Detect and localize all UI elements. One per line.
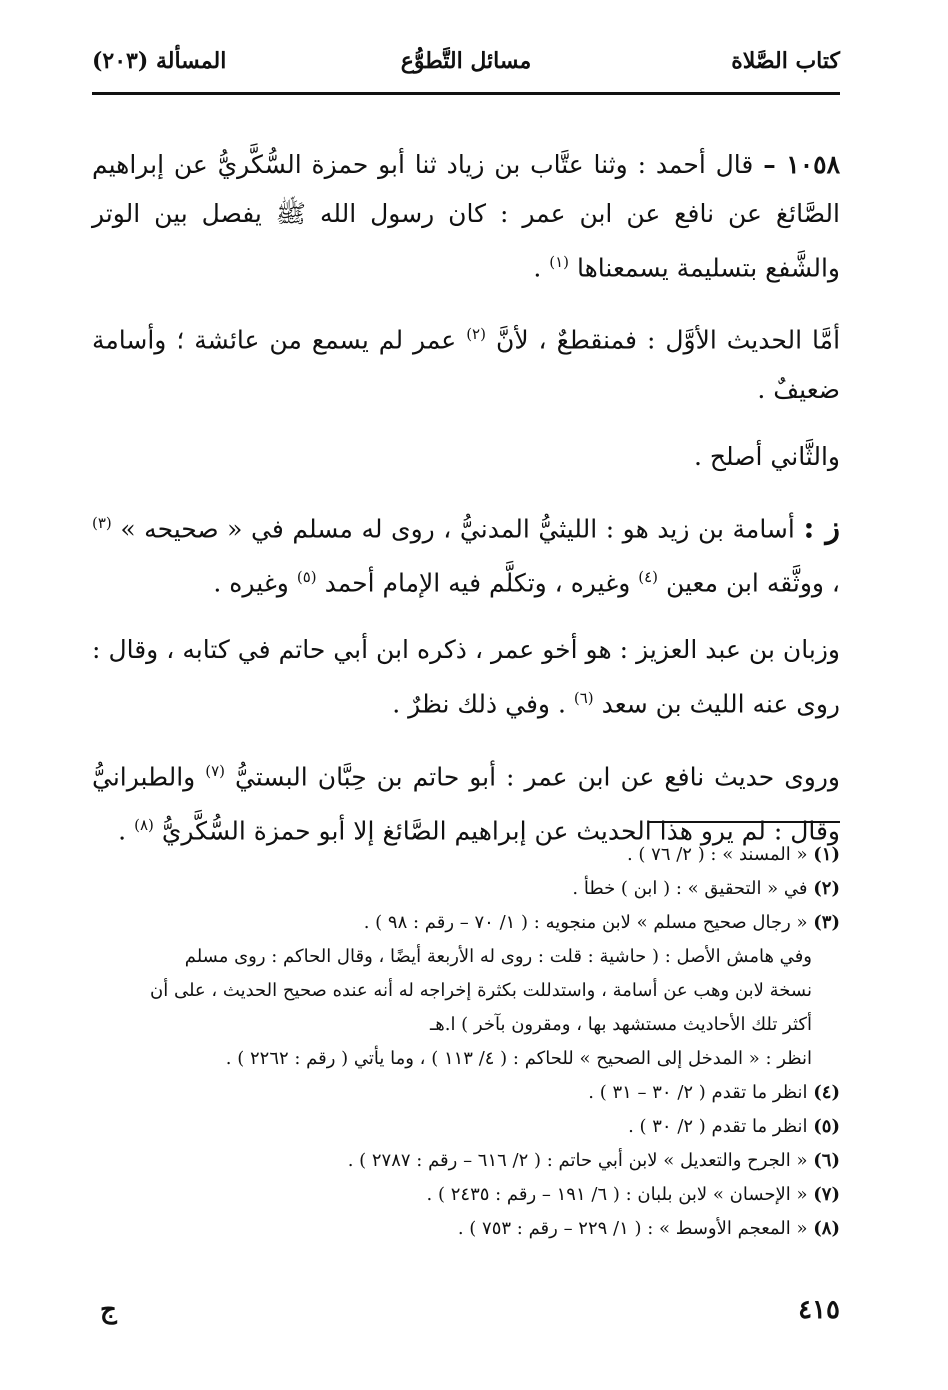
footnote-mark: (٣) (813, 912, 840, 933)
footnote-text: في « التحقيق » : ( ابن ) خطأ . (572, 878, 808, 899)
narrator-text: . وفي ذلك نظرٌ . (392, 689, 566, 719)
hadith-end: . (533, 253, 542, 283)
footnote-mark: (٦) (813, 1150, 840, 1171)
narrator-text: وزبان بن عبد العزيز : هو أخو عمر ، ذكره ابن أبي حاتم في كتابه ، وقال : روى عنه الليث بن سعد (92, 635, 840, 719)
footnote-ref-7: (٧) (205, 761, 225, 780)
footnote-ref-6: (٦) (573, 689, 594, 708)
commentary-text: عمر لم يسمع من عائشة ؛ وأسامة ضعيفٌ . (92, 325, 840, 404)
addition-mark: ز : (803, 509, 840, 545)
takhrij-text: والطبرانيُّ وقال : لم يرو هذا الحديث عن إبراهيم الصَّائغ إلا أبو حمزة السُّكَّريُّ (92, 761, 840, 846)
footnote-3-continuation: أكثر تلك الأحاديث مستشهد بها ، ومقرون بآخر ) ا.هـ (429, 1014, 812, 1035)
footnote-ref-2: (٢) (466, 325, 486, 344)
addition-paragraph (92, 499, 840, 608)
footnote-text: « الإحسان » لابن بلبان : ( ٦/ ١٩١ – رقم : ٢٤٣٥ ) . (426, 1184, 808, 1205)
footnote-ref-1: (١) (549, 253, 570, 271)
hadith-number: ١٠٥٨ – (763, 150, 840, 179)
footnote-8 (92, 1212, 840, 1246)
commentary-paragraph-1 (92, 310, 840, 413)
header-chapter-title: مسائل التَّطوُّع (400, 48, 532, 74)
footnote-mark: (٢) (813, 878, 840, 899)
footnote-mark: (٥) (813, 1116, 840, 1137)
footnote-text: انظر ما تقدم ( ٢/ ٣٠ – ٣١ ) . (588, 1082, 808, 1103)
footnote-7 (92, 1178, 840, 1212)
addition-text: وغيره . (213, 568, 289, 598)
header-issue-number: المسألة (٢٠٣) (92, 48, 227, 74)
footnote-text: « المسند » : ( ٢/ ٧٦ ) . (626, 844, 808, 865)
page-number: ٤١٥ (798, 1295, 840, 1325)
hadith-paragraph (92, 140, 840, 292)
takhrij-text: وروى حديث نافع عن ابن عمر : أبو حاتم بن حِبَّان البستيُّ (234, 761, 840, 791)
footnote-3-continuation: وفي هامش الأصل : ( حاشية : قلت : روى له الأربعة أيضًا ، وقال الحاكم : روى مسلم (184, 946, 812, 967)
footnote-rule (648, 821, 840, 823)
footnote-6 (92, 1144, 840, 1178)
main-text (92, 140, 840, 873)
footnote-3-continuation: انظر : « المدخل إلى الصحيح » للحاكم : ( ٤/ ١١٣ ) ، وما يأتي ( رقم : ٢٢٦٢ ) . (225, 1048, 812, 1069)
header-rule (92, 92, 840, 95)
commentary-text: والثَّاني أصلح . (693, 441, 840, 471)
footnote-1 (92, 838, 840, 872)
footnotes (92, 838, 840, 1246)
footnote-text: « المعجم الأوسط » : ( ١/ ٢٢٩ – رقم : ٧٥٣ ) . (457, 1218, 808, 1239)
takhrij-text: . (118, 816, 127, 846)
narrator-paragraph (92, 625, 840, 728)
footnote-3-continuation: نسخة لابن وهب عن أسامة ، واستدللت بكثرة إخراجه له أنه عنده صحيح الحديث ، على أن (150, 980, 812, 1001)
running-header (92, 40, 840, 82)
footnote-mark: (١) (813, 844, 840, 865)
header-book-title: كتاب الصَّلاة (731, 48, 840, 74)
addition-text: وغيره ، وتكلَّم فيه الإمام أحمد (324, 568, 631, 598)
footnote-2 (92, 872, 840, 906)
footnote-mark: (٨) (813, 1218, 840, 1239)
footnote-ref-4: (٤) (638, 567, 659, 586)
footnote-mark: (٤) (813, 1082, 840, 1103)
hadith-text: قال أحمد : وثنا عتَّاب بن زياد ثنا أبو حمزة السُّكَّريُّ عن إبراهيم الصَّائغ عن نافع عن ابن عمر : كان رسول الله ﷺ يفصل بين الوتر والشَّفع بتسليمة يسمعناها (92, 150, 840, 283)
footnote-text: « رجال صحيح مسلم » لابن منجويه : ( ١/ ٧٠ – رقم : ٩٨ ) . (363, 912, 808, 933)
footnote-ref-5: (٥) (296, 567, 317, 586)
addition-text: ، ووثَّقه ابن معين (665, 568, 840, 598)
footnote-text: انظر ما تقدم ( ٢/ ٣٠ ) . (628, 1116, 808, 1137)
commentary-paragraph-2 (92, 432, 840, 481)
addition-text: أسامة بن زيد هو : الليثيُّ المدنيُّ ، روى له مسلم في « صحيحه » (120, 513, 795, 543)
footnote-ref-3: (٣) (92, 513, 112, 532)
footnote-text: « الجرح والتعديل » لابن أبي حاتم : ( ٢/ ٦١٦ – رقم : ٢٧٨٧ ) . (347, 1150, 808, 1171)
footnote-3 (92, 906, 840, 940)
signature-mark: ج (100, 1295, 117, 1325)
commentary-text: أمَّا الحديث الأوَّل : فمنقطعٌ ، لأنَّ (495, 325, 841, 355)
footnote-ref-8: (٨) (134, 815, 154, 834)
footnote-mark: (٧) (813, 1184, 840, 1205)
footnote-5 (92, 1110, 840, 1144)
footnote-4 (92, 1076, 840, 1110)
